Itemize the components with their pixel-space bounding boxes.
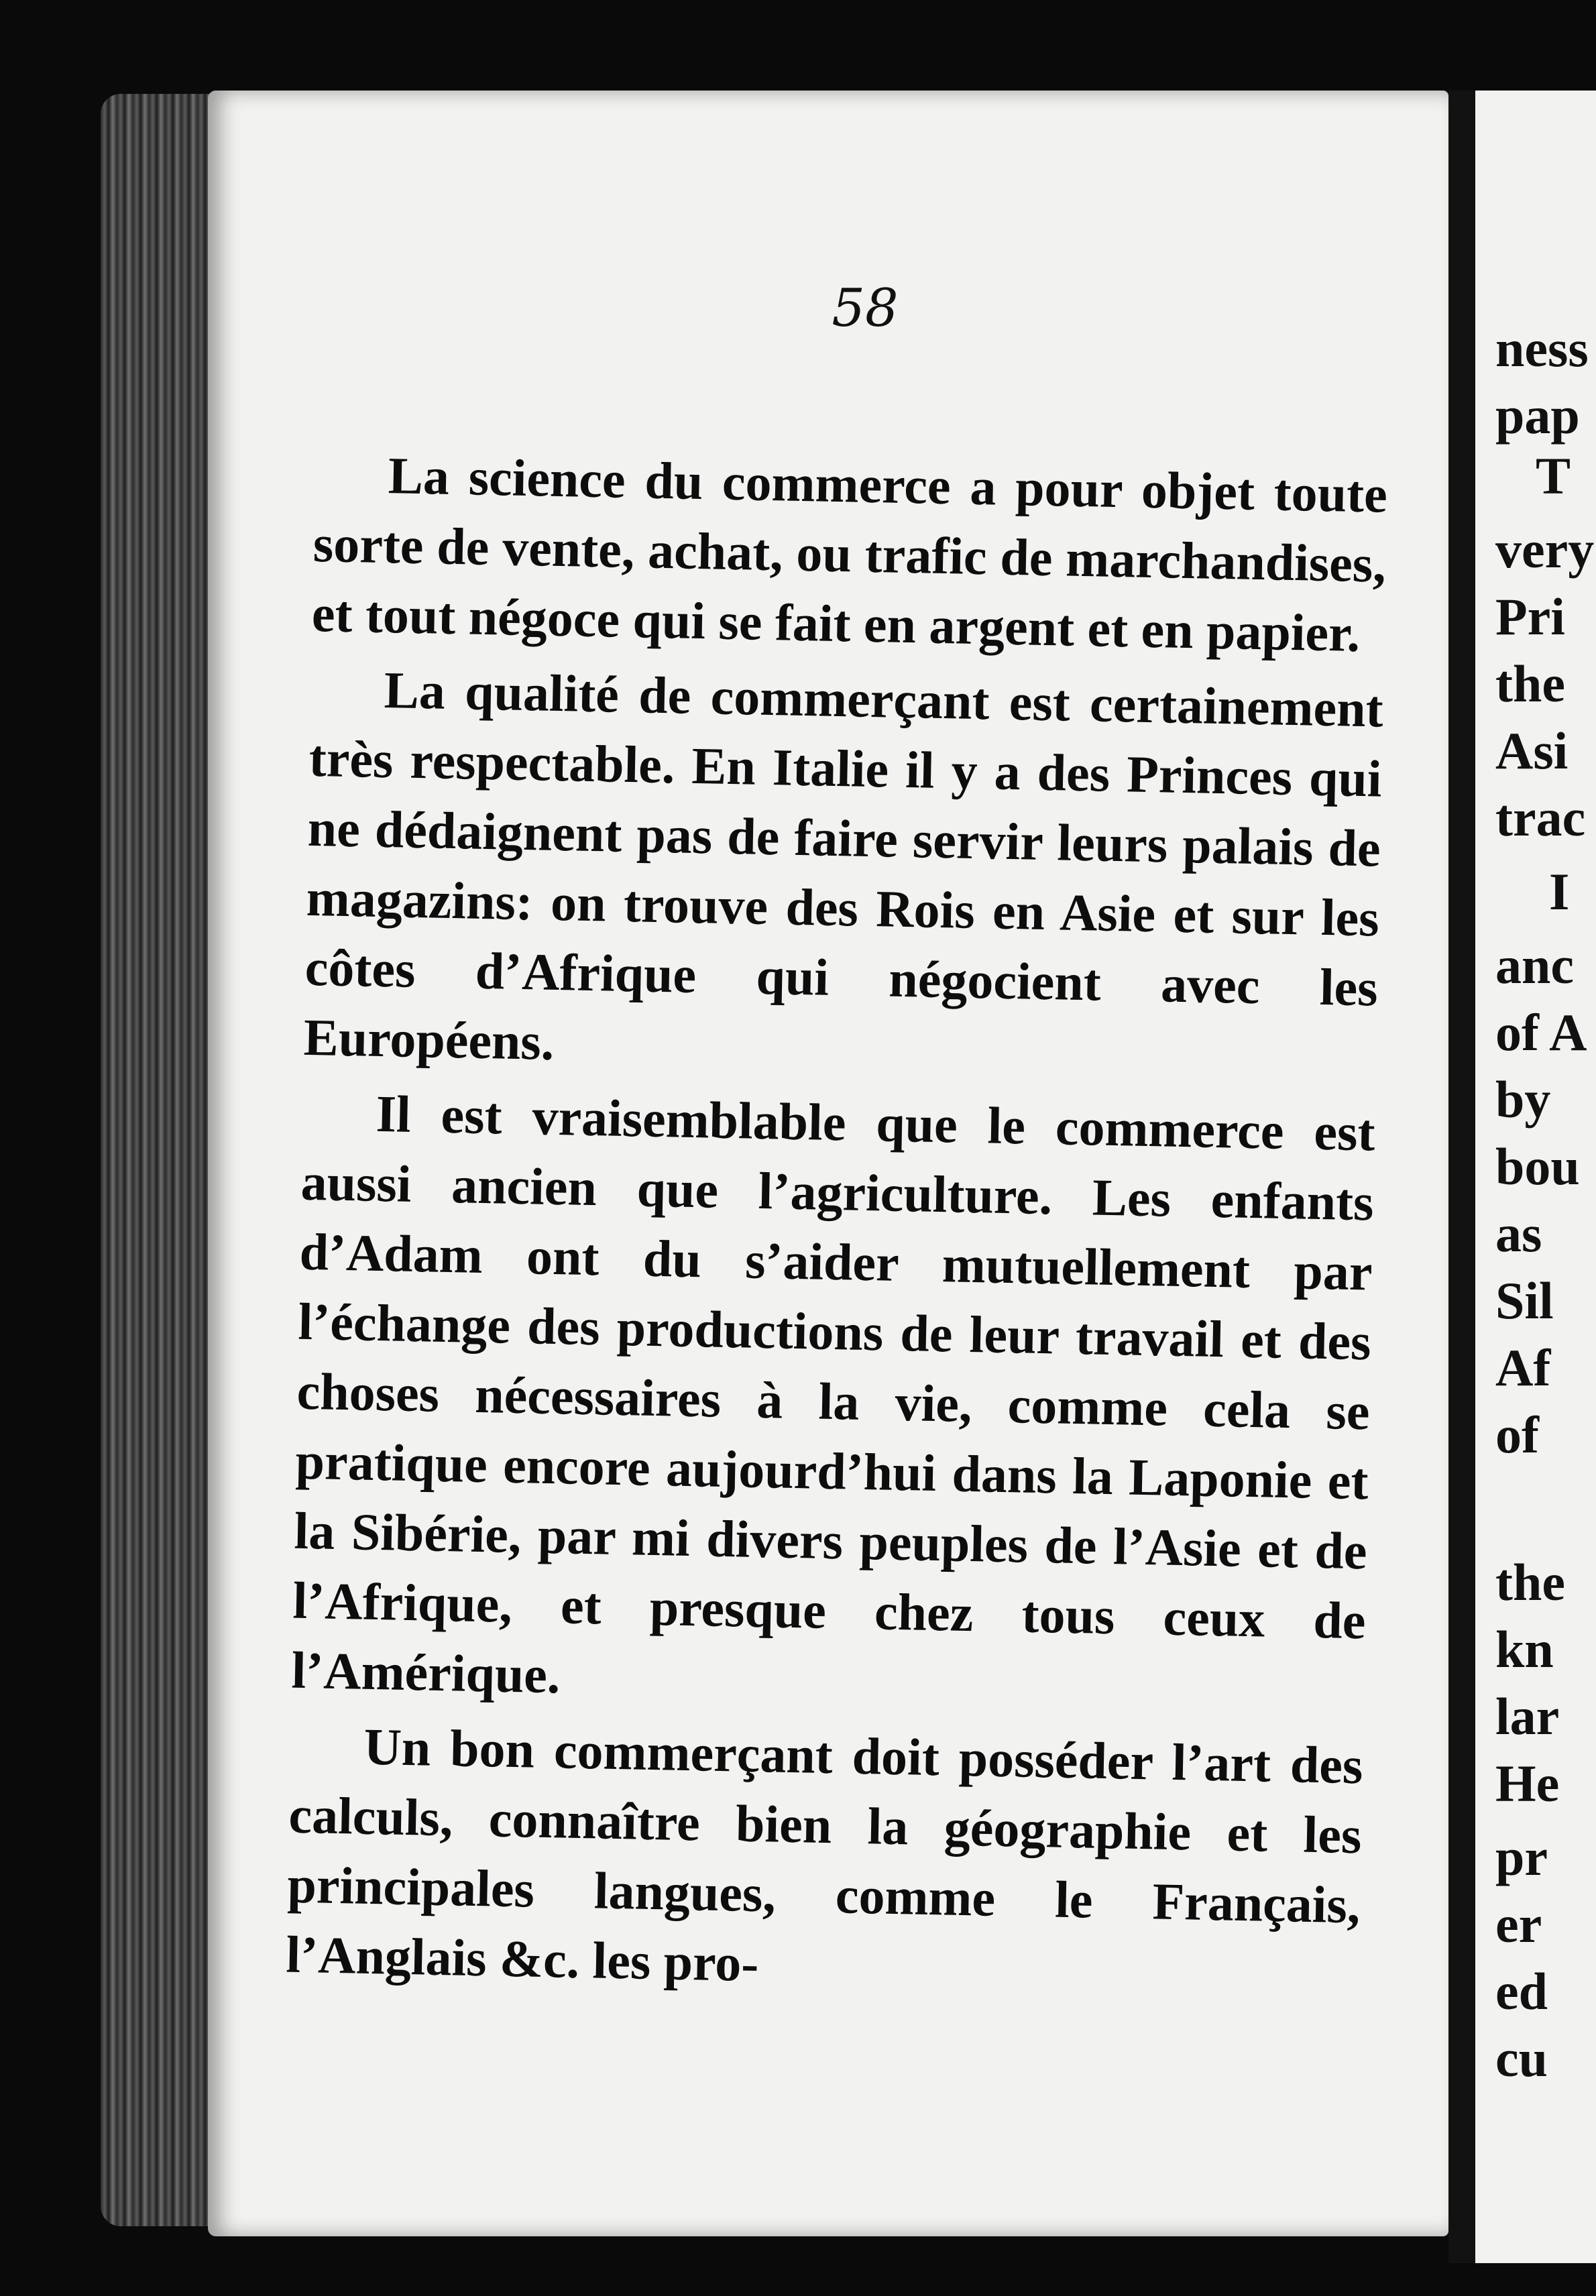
adjacent-text-fragment: pr [1495, 1828, 1548, 1886]
adjacent-text-fragment: I [1549, 862, 1570, 921]
right-page-cropped [1475, 91, 1596, 2263]
adjacent-text-fragment: pap [1495, 386, 1580, 445]
adjacent-text-fragment: anc [1495, 936, 1574, 994]
adjacent-text-fragment: Pri [1495, 587, 1565, 646]
page-edge-gutter [101, 94, 221, 2226]
paragraph-commerce-science: La science du commerce a pour objet toute sorte de vente, achat, ou trafic de marchandises, et tout négoce qui se fait en argent et en papier. [311, 446, 1388, 663]
adjacent-text-fragment: cu [1495, 2029, 1548, 2087]
left-page [208, 91, 1448, 2236]
paragraph-merchant-quality: La qualité de commerçant est certainement très respectable. En Italie il y a des Princes qui ne dédaignent pas de faire servir leurs palais de magazins: on trouve des Rois en Asie et sur les côtes d’Afrique qui négocient avec les Européens. [303, 661, 1384, 1071]
adjacent-text-fragment: bou [1495, 1137, 1580, 1196]
adjacent-text-fragment: He [1495, 1754, 1560, 1813]
adjacent-text-fragment: trac [1495, 789, 1586, 847]
adjacent-text-fragment: very [1495, 520, 1595, 579]
adjacent-text-fragment: Sil [1495, 1271, 1554, 1330]
adjacent-text-fragment: ness [1495, 319, 1589, 378]
adjacent-text-fragment: of [1495, 1405, 1539, 1464]
adjacent-text-fragment: lar [1495, 1687, 1560, 1745]
adjacent-text-fragment: Af [1495, 1338, 1551, 1397]
paragraph-good-merchant: Un bon commerçant doit posséder l’art des calculs, connaître bien la géographie et les principales langues, comme le Français, l’Anglais &c. les pro- [285, 1717, 1364, 1993]
adjacent-text-fragment: kn [1495, 1620, 1554, 1678]
adjacent-text-fragment: ed [1495, 1962, 1548, 2020]
adjacent-text-fragment: of A [1495, 1003, 1587, 1061]
adjacent-text-fragment: er [1495, 1895, 1542, 1953]
center-spine [1448, 91, 1475, 2263]
paragraph-commerce-history: Il est vraisemblable que le commerce est aussi ancien que l’agriculture. Les enfants d’Adam ont du s’aider mutuellement par l’échange des productions de leur travail et des choses nécessaires à la vie, comme cela se pratique encore aujourd’hui dans la Laponie et la Sibérie, par mi divers peuples de l’Asie et de l’Afrique, et presque chez tous ceux de l’Amérique. [290, 1084, 1376, 1705]
adjacent-text-fragment: by [1495, 1070, 1551, 1129]
adjacent-text-fragment: the [1495, 654, 1565, 713]
adjacent-text-fragment: Asi [1495, 722, 1569, 780]
adjacent-text-fragment: T [1536, 447, 1571, 505]
page-body-text [286, 439, 1388, 2010]
adjacent-text-fragment: as [1495, 1204, 1542, 1263]
page-number: 58 [832, 278, 899, 339]
adjacent-text-fragment: the [1495, 1553, 1565, 1611]
